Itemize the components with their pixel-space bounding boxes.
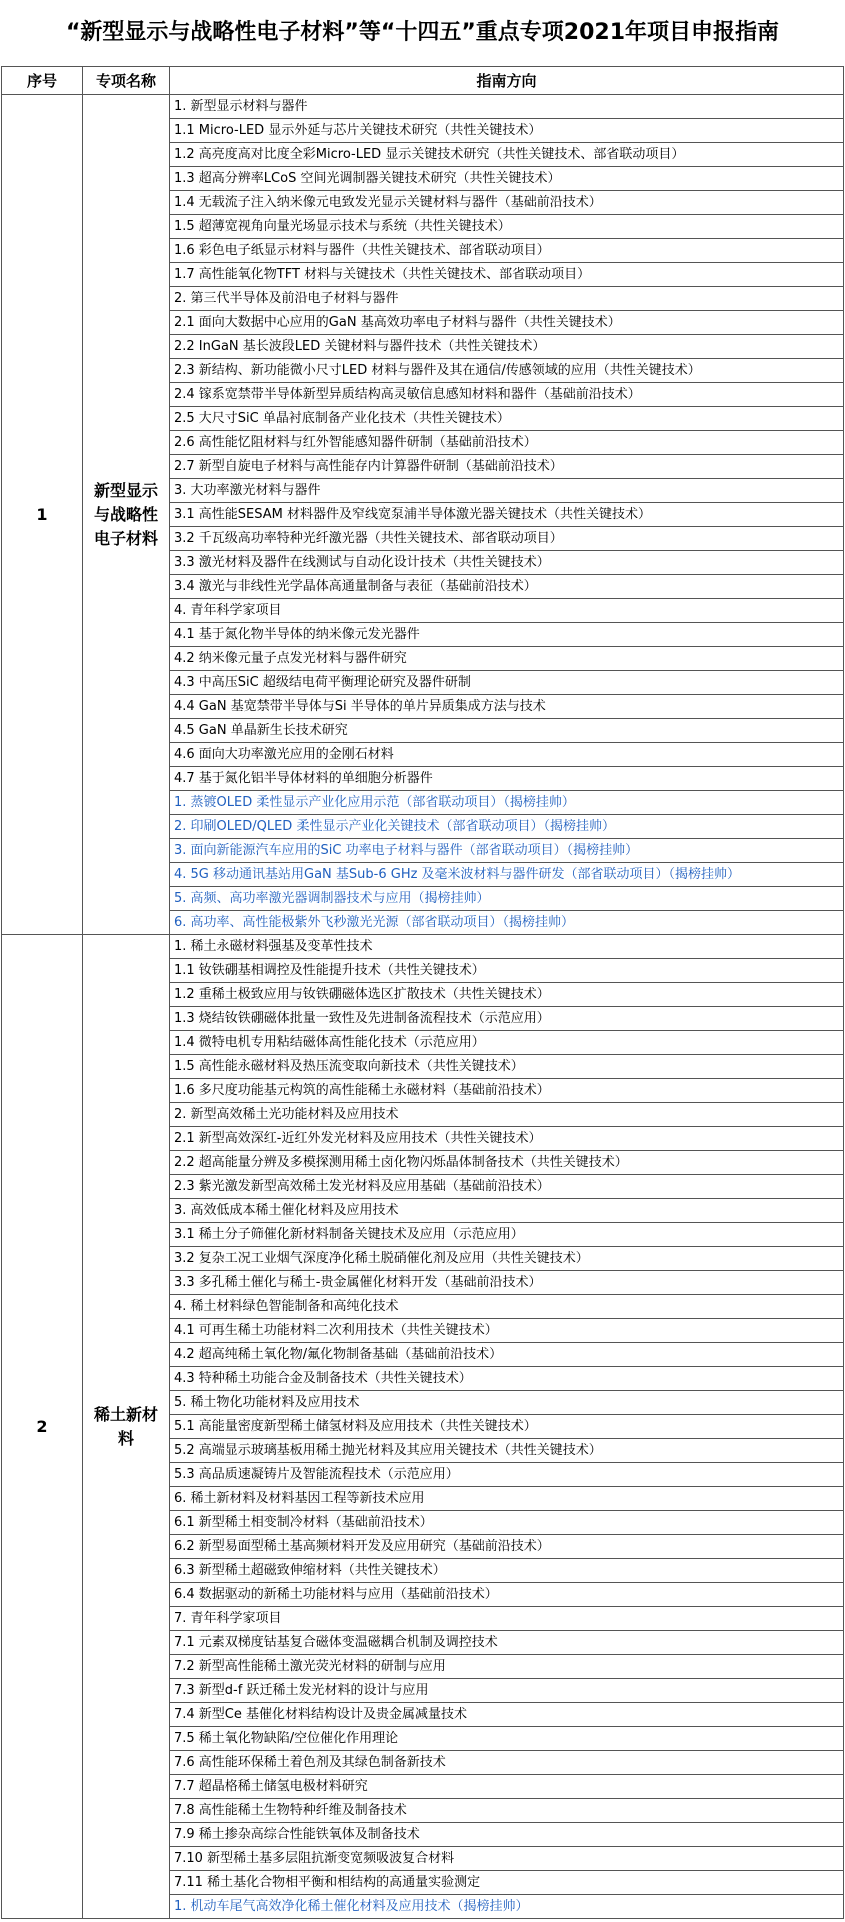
guide-item: 6.4 数据驱动的新稀土功能材料与应用（基础前沿技术） xyxy=(170,1583,844,1607)
guide-item: 2.6 高性能忆阻材料与红外智能感知器件研制（基础前沿技术） xyxy=(170,431,844,455)
guide-item: 4.7 基于氮化铝半导体材料的单细胞分析器件 xyxy=(170,767,844,791)
guide-item: 2. 新型高效稀土光功能材料及应用技术 xyxy=(170,1103,844,1127)
guide-item: 4. 稀土材料绿色智能制备和高纯化技术 xyxy=(170,1295,844,1319)
guide-item-featured[interactable]: 3. 面向新能源汽车应用的SiC 功率电子材料与器件（部省联动项目）（揭榜挂帅） xyxy=(170,839,844,863)
guide-item: 1.6 彩色电子纸显示材料与器件（共性关键技术、部省联动项目） xyxy=(170,239,844,263)
guide-item: 3.1 稀土分子筛催化新材料制备关键技术及应用（示范应用） xyxy=(170,1223,844,1247)
guide-item: 4.2 纳米像元量子点发光材料与器件研究 xyxy=(170,647,844,671)
guide-item: 2.4 镓系宽禁带半导体新型异质结构高灵敏信息感知材料和器件（基础前沿技术） xyxy=(170,383,844,407)
guide-item: 1.2 高亮度高对比度全彩Micro-LED 显示关键技术研究（共性关键技术、部省联动项目） xyxy=(170,143,844,167)
guide-item: 3.1 高性能SESAM 材料器件及窄线宽泵浦半导体激光器关键技术（共性关键技术） xyxy=(170,503,844,527)
guide-item: 1.2 重稀土极致应用与钕铁硼磁体选区扩散技术（共性关键技术） xyxy=(170,983,844,1007)
guide-item: 4.1 基于氮化物半导体的纳米像元发光器件 xyxy=(170,623,844,647)
guide-item: 2.2 超高能量分辨及多模探测用稀土卤化物闪烁晶体制备技术（共性关键技术） xyxy=(170,1151,844,1175)
guide-item: 3. 大功率激光材料与器件 xyxy=(170,479,844,503)
guide-item: 4.3 中高压SiC 超级结电荷平衡理论研究及器件研制 xyxy=(170,671,844,695)
guide-item: 7.4 新型Ce 基催化材料结构设计及贵金属减量技术 xyxy=(170,1703,844,1727)
guide-item: 1.3 超高分辨率LCoS 空间光调制器关键技术研究（共性关键技术） xyxy=(170,167,844,191)
guide-item: 3.4 激光与非线性光学晶体高通量制备与表征（基础前沿技术） xyxy=(170,575,844,599)
guide-item: 1.1 钕铁硼基相调控及性能提升技术（共性关键技术） xyxy=(170,959,844,983)
guide-item: 2.1 新型高效深红-近红外发光材料及应用技术（共性关键技术） xyxy=(170,1127,844,1151)
guide-item: 7.6 高性能环保稀土着色剂及其绿色制备新技术 xyxy=(170,1751,844,1775)
guide-item: 1.5 高性能永磁材料及热压流变取向新技术（共性关键技术） xyxy=(170,1055,844,1079)
guide-item: 1.5 超薄宽视角向量光场显示技术与系统（共性关键技术） xyxy=(170,215,844,239)
guide-item: 7.2 新型高性能稀土激光荧光材料的研制与应用 xyxy=(170,1655,844,1679)
guide-item: 2.5 大尺寸SiC 单晶衬底制备产业化技术（共性关键技术） xyxy=(170,407,844,431)
guide-item: 2.2 InGaN 基长波段LED 关键材料与器件技术（共性关键技术） xyxy=(170,335,844,359)
guide-item: 7.5 稀土氧化物缺陷/空位催化作用理论 xyxy=(170,1727,844,1751)
guide-item: 1.1 Micro-LED 显示外延与芯片关键技术研究（共性关键技术） xyxy=(170,119,844,143)
guide-item: 2.3 新结构、新功能微小尺寸LED 材料与器件及其在通信/传感领域的应用（共性关键技术） xyxy=(170,359,844,383)
guide-item: 2.1 面向大数据中心应用的GaN 基高效功率电子材料与器件（共性关键技术） xyxy=(170,311,844,335)
guide-item: 1.7 高性能氧化物TFT 材料与关键技术（共性关键技术、部省联动项目） xyxy=(170,263,844,287)
guide-item-featured[interactable]: 2. 印刷OLED/QLED 柔性显示产业化关键技术（部省联动项目）（揭榜挂帅） xyxy=(170,815,844,839)
guide-item: 1. 新型显示材料与器件 xyxy=(170,95,844,119)
guide-item-featured[interactable]: 5. 高频、高功率激光器调制器技术与应用（揭榜挂帅） xyxy=(170,887,844,911)
guide-item-featured[interactable]: 1. 机动车尾气高效净化稀土催化材料及应用技术（揭榜挂帅） xyxy=(170,1895,844,1919)
guide-item: 4.5 GaN 单晶新生长技术研究 xyxy=(170,719,844,743)
guide-item: 4.3 特种稀土功能合金及制备技术（共性关键技术） xyxy=(170,1367,844,1391)
guide-item: 3.3 激光材料及器件在线测试与自动化设计技术（共性关键技术） xyxy=(170,551,844,575)
guide-item: 3.2 千瓦级高功率特种光纤激光器（共性关键技术、部省联动项目） xyxy=(170,527,844,551)
header-index: 序号 xyxy=(2,67,83,95)
table-row xyxy=(2,935,844,959)
guide-item: 5.2 高端显示玻璃基板用稀土抛光材料及其应用关键技术（共性关键技术） xyxy=(170,1439,844,1463)
guide-item-featured[interactable]: 1. 蒸镀OLED 柔性显示产业化应用示范（部省联动项目）（揭榜挂帅） xyxy=(170,791,844,815)
guide-item: 2. 第三代半导体及前沿电子材料与器件 xyxy=(170,287,844,311)
page-title: “新型显示与战略性电子材料”等“十四五”重点专项2021年项目申报指南 xyxy=(65,20,780,45)
guide-item: 2.3 紫光激发新型高效稀土发光材料及应用基础（基础前沿技术） xyxy=(170,1175,844,1199)
guide-item-featured[interactable]: 4. 5G 移动通讯基站用GaN 基Sub-6 GHz 及毫米波材料与器件研发（部省联动项目）（揭榜挂帅） xyxy=(170,863,844,887)
table-row xyxy=(2,95,844,119)
guide-item: 3.3 多孔稀土催化与稀土-贵金属催化材料开发（基础前沿技术） xyxy=(170,1271,844,1295)
guide-item: 6.3 新型稀土超磁致伸缩材料（共性关键技术） xyxy=(170,1559,844,1583)
guide-item: 6. 稀土新材料及材料基因工程等新技术应用 xyxy=(170,1487,844,1511)
guide-item: 4.4 GaN 基宽禁带半导体与Si 半导体的单片异质集成方法与技术 xyxy=(170,695,844,719)
header-project-name: 专项名称 xyxy=(83,67,170,95)
guide-item: 7. 青年科学家项目 xyxy=(170,1607,844,1631)
project-table xyxy=(1,66,844,1919)
guide-item: 7.10 新型稀土基多层阻抗渐变宽频吸波复合材料 xyxy=(170,1847,844,1871)
guide-item: 1.6 多尺度功能基元构筑的高性能稀土永磁材料（基础前沿技术） xyxy=(170,1079,844,1103)
guide-item: 3. 高效低成本稀土催化材料及应用技术 xyxy=(170,1199,844,1223)
guide-item: 1.4 无载流子注入纳米像元电致发光显示关键材料与器件（基础前沿技术） xyxy=(170,191,844,215)
guide-item: 7.11 稀土基化合物相平衡和相结构的高通量实验测定 xyxy=(170,1871,844,1895)
guide-item: 4.6 面向大功率激光应用的金刚石材料 xyxy=(170,743,844,767)
guide-item: 7.3 新型d-f 跃迁稀土发光材料的设计与应用 xyxy=(170,1679,844,1703)
guide-item: 5. 稀土物化功能材料及应用技术 xyxy=(170,1391,844,1415)
guide-item: 5.1 高能量密度新型稀土储氢材料及应用技术（共性关键技术） xyxy=(170,1415,844,1439)
guide-item: 4.2 超高纯稀土氧化物/氟化物制备基础（基础前沿技术） xyxy=(170,1343,844,1367)
guide-item: 3.2 复杂工况工业烟气深度净化稀土脱硝催化剂及应用（共性关键技术） xyxy=(170,1247,844,1271)
guide-item: 6.1 新型稀土相变制冷材料（基础前沿技术） xyxy=(170,1511,844,1535)
guide-item: 7.7 超晶格稀土储氢电极材料研究 xyxy=(170,1775,844,1799)
guide-item: 1. 稀土永磁材料强基及变革性技术 xyxy=(170,935,844,959)
guide-item: 7.9 稀土掺杂高综合性能铁氧体及制备技术 xyxy=(170,1823,844,1847)
guide-item: 7.8 高性能稀土生物特种纤维及制备技术 xyxy=(170,1799,844,1823)
guide-item: 7.1 元素双梯度钴基复合磁体变温磁耦合机制及调控技术 xyxy=(170,1631,844,1655)
guide-item: 6.2 新型易面型稀土基高频材料开发及应用研究（基础前沿技术） xyxy=(170,1535,844,1559)
project-name: 稀土新材料 xyxy=(83,935,170,1919)
guide-item: 4. 青年科学家项目 xyxy=(170,599,844,623)
guide-item: 5.3 高品质速凝铸片及智能流程技术（示范应用） xyxy=(170,1463,844,1487)
guide-item-featured[interactable]: 6. 高功率、高性能极紫外飞秒激光光源（部省联动项目）（揭榜挂帅） xyxy=(170,911,844,935)
header-direction: 指南方向 xyxy=(170,67,844,95)
project-index: 1 xyxy=(2,95,83,935)
guide-item: 2.7 新型自旋电子材料与高性能存内计算器件研制（基础前沿技术） xyxy=(170,455,844,479)
guide-item: 4.1 可再生稀土功能材料二次利用技术（共性关键技术） xyxy=(170,1319,844,1343)
guide-item: 1.3 烧结钕铁硼磁体批量一致性及先进制备流程技术（示范应用） xyxy=(170,1007,844,1031)
project-index: 2 xyxy=(2,935,83,1919)
guide-item: 1.4 微特电机专用粘结磁体高性能化技术（示范应用） xyxy=(170,1031,844,1055)
project-name: 新型显示与战略性电子材料 xyxy=(83,95,170,935)
table-header-row xyxy=(2,67,844,95)
